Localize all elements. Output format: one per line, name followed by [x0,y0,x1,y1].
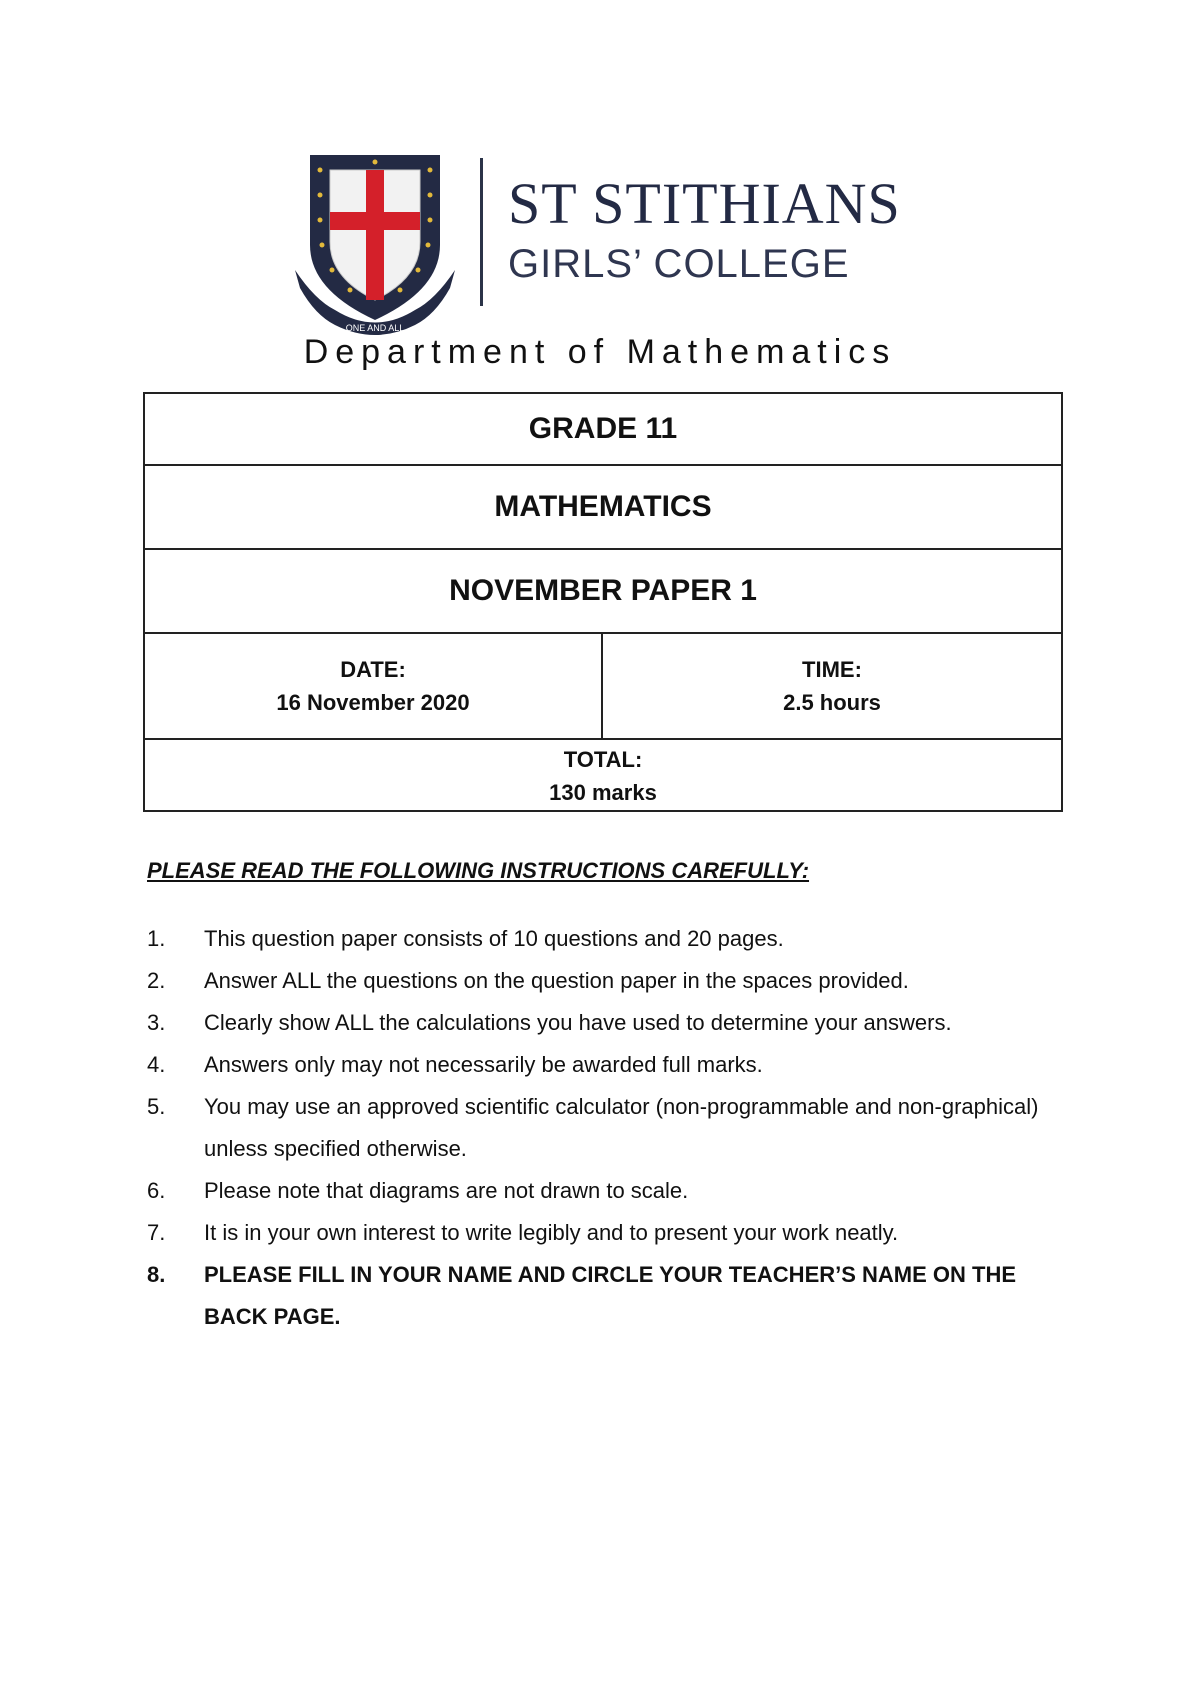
instruction-item: 2. Answer ALL the questions on the question paper in the spaces provided. [147,968,909,993]
total-label: TOTAL: [563,747,643,772]
date-time-row [145,634,1061,740]
instructions-list [147,918,1067,1338]
logo-divider [480,158,483,306]
motto-ribbon [290,150,460,340]
grade-row: GRADE 11 [145,394,1061,466]
subject-row: MATHEMATICS [145,466,1061,550]
department-title: Department of Mathematics [303,333,897,371]
time-label: TIME: [802,657,862,682]
instruction-item: 1. This question paper consists of 10 questions and 20 pages. [147,926,784,951]
paper-row: NOVEMBER PAPER 1 [145,550,1061,634]
date-value: 16 November 2020 [276,690,470,715]
cover-info-table [143,392,1063,812]
instruction-item: 5. You may use an approved scientific calculator (non-programmable and non-graphical) unless specified otherwise. [147,1094,1039,1161]
instruction-item: 4. Answers only may not necessarily be awarded full marks. [147,1052,763,1077]
school-name: ST STITHIANS [508,171,901,236]
instructions-heading: PLEASE READ THE FOLLOWING INSTRUCTIONS CAREFULLY: [147,858,810,883]
school-logo [290,150,930,340]
total-row [145,740,1061,812]
instruction-item: 6. Please note that diagrams are not drawn to scale. [147,1178,689,1203]
motto-text: ONE AND ALL [345,323,405,333]
total-value: 130 marks [549,780,657,805]
instruction-item: 8. PLEASE FILL IN YOUR NAME AND CIRCLE YOUR TEACHER’S NAME ON THE BACK PAGE. [147,1262,1017,1329]
date-cell [145,634,603,738]
time-value: 2.5 hours [783,690,881,715]
time-cell [603,634,1061,738]
instruction-item: 3. Clearly show ALL the calculations you have used to determine your answers. [147,1010,952,1035]
instruction-item: 7. It is in your own interest to write legibly and to present your work neatly. [147,1220,899,1245]
school-subtitle: GIRLS’ COLLEGE [508,242,850,286]
date-label: DATE: [340,657,406,682]
